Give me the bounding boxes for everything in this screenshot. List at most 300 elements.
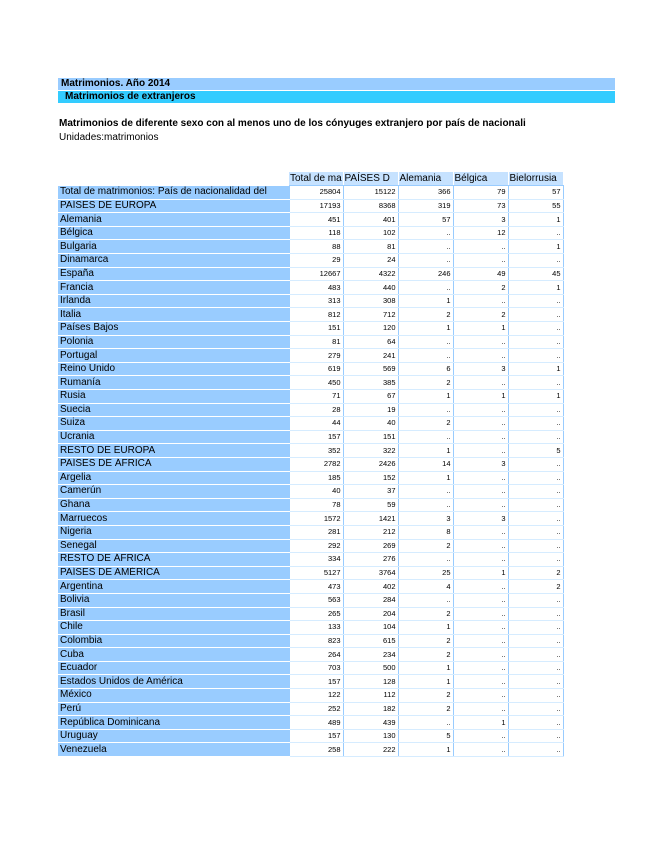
table-cell: 1 (508, 281, 563, 295)
table-cell: .. (508, 634, 563, 648)
table-cell: 40 (343, 417, 398, 431)
table-cell: 59 (343, 498, 398, 512)
table-cell: 78 (289, 498, 343, 512)
table-cell: .. (508, 607, 563, 621)
table-cell: 19 (343, 403, 398, 417)
table-description: Matrimonios de diferente sexo con al menos uno de los cónyuges extranjero por país de nacionali (59, 118, 526, 129)
table-cell: 88 (289, 240, 343, 254)
table-cell: 569 (343, 362, 398, 376)
table-cell: 823 (289, 634, 343, 648)
table-cell: 1 (398, 621, 453, 635)
table-cell: 352 (289, 444, 343, 458)
table-row (58, 281, 563, 295)
table-cell: 6 (398, 362, 453, 376)
table-cell: 563 (289, 593, 343, 607)
table-cell: 1 (398, 661, 453, 675)
table-cell: 3764 (343, 566, 398, 580)
table-cell: .. (508, 349, 563, 363)
row-label: Irlanda (58, 294, 289, 308)
table-cell: 313 (289, 294, 343, 308)
table-cell: 157 (289, 430, 343, 444)
table-cell: 40 (289, 485, 343, 499)
table-cell: .. (508, 417, 563, 431)
row-label: Italia (58, 308, 289, 322)
table-cell: 2 (398, 648, 453, 662)
table-cell: 712 (343, 308, 398, 322)
table-cell: .. (453, 485, 508, 499)
table-cell: 4322 (343, 267, 398, 281)
table-row (58, 621, 563, 635)
table-row (58, 335, 563, 349)
table-cell: 8 (398, 525, 453, 539)
table-cell: .. (453, 240, 508, 254)
table-cell: 385 (343, 376, 398, 390)
table-cell: .. (508, 485, 563, 499)
table-cell: 128 (343, 675, 398, 689)
row-label: Chile (58, 621, 289, 635)
table-row (58, 661, 563, 675)
row-label: Portugal (58, 349, 289, 363)
table-cell: 450 (289, 376, 343, 390)
table-cell: .. (453, 689, 508, 703)
table-cell: 3 (453, 213, 508, 227)
table-cell: .. (453, 743, 508, 757)
table-cell: 45 (508, 267, 563, 281)
table-cell: 152 (343, 471, 398, 485)
table-row (58, 308, 563, 322)
table-cell: 151 (343, 430, 398, 444)
row-label: RESTO DE EUROPA (58, 444, 289, 458)
table-cell: 1 (508, 213, 563, 227)
table-cell: .. (453, 471, 508, 485)
table-cell: 2 (453, 308, 508, 322)
table-cell: .. (453, 580, 508, 594)
row-label: Ghana (58, 498, 289, 512)
table-row (58, 226, 563, 240)
table-cell: 67 (343, 390, 398, 404)
table-cell: 276 (343, 553, 398, 567)
table-cell: 79 (453, 186, 508, 200)
table-row (58, 512, 563, 526)
table-cell: 319 (398, 199, 453, 213)
table-row (58, 702, 563, 716)
row-label: Senegal (58, 539, 289, 553)
table-cell: .. (398, 254, 453, 268)
table-row (58, 634, 563, 648)
table-cell: .. (453, 335, 508, 349)
table-cell: 81 (289, 335, 343, 349)
table-row (58, 607, 563, 621)
table-cell: .. (453, 444, 508, 458)
row-label: RESTO DE ÁFRICA (58, 553, 289, 567)
table-cell: 24 (343, 254, 398, 268)
table-cell: .. (453, 593, 508, 607)
table-cell: .. (453, 607, 508, 621)
row-label: PAÍSES DE EUROPA (58, 199, 289, 213)
table-cell: 3 (398, 512, 453, 526)
table-cell: 2 (398, 702, 453, 716)
table-cell: 15122 (343, 186, 398, 200)
table-cell: 112 (343, 689, 398, 703)
data-table-container (58, 172, 564, 757)
table-cell: 57 (508, 186, 563, 200)
table-cell: .. (508, 457, 563, 471)
table-cell: 57 (398, 213, 453, 227)
table-cell: .. (508, 729, 563, 743)
table-row (58, 553, 563, 567)
table-cell: .. (398, 240, 453, 254)
table-cell: .. (453, 294, 508, 308)
table-cell: 1 (508, 390, 563, 404)
table-cell: 234 (343, 648, 398, 662)
table-row (58, 349, 563, 363)
table-cell: .. (398, 485, 453, 499)
table-cell: .. (453, 661, 508, 675)
table-cell: 1 (453, 716, 508, 730)
row-label: Reino Unido (58, 362, 289, 376)
table-cell: 157 (289, 729, 343, 743)
table-cell: 615 (343, 634, 398, 648)
table-cell: .. (453, 254, 508, 268)
table-cell: 440 (343, 281, 398, 295)
row-label: Alemania (58, 213, 289, 227)
table-cell: 451 (289, 213, 343, 227)
table-cell: 2 (398, 689, 453, 703)
table-cell: 212 (343, 525, 398, 539)
table-cell: 130 (343, 729, 398, 743)
row-label: Perú (58, 702, 289, 716)
table-cell: 265 (289, 607, 343, 621)
table-cell: 44 (289, 417, 343, 431)
row-label: PAÍSES DE ÁFRICA (58, 457, 289, 471)
table-cell: 366 (398, 186, 453, 200)
table-cell: 1 (398, 390, 453, 404)
table-cell: 703 (289, 661, 343, 675)
table-cell: 401 (343, 213, 398, 227)
header-corner (58, 172, 289, 186)
row-label: México (58, 689, 289, 703)
table-cell: .. (398, 593, 453, 607)
table-cell: 120 (343, 322, 398, 336)
table-cell: .. (453, 525, 508, 539)
row-label: Nigeria (58, 525, 289, 539)
table-row (58, 498, 563, 512)
table-cell: .. (508, 335, 563, 349)
table-cell: .. (453, 376, 508, 390)
table-cell: 185 (289, 471, 343, 485)
column-header: Total de ma (289, 172, 343, 186)
table-cell: 2 (398, 376, 453, 390)
row-label: Ucrania (58, 430, 289, 444)
table-cell: 2 (398, 634, 453, 648)
table-row (58, 199, 563, 213)
table-cell: 1421 (343, 512, 398, 526)
table-cell: 3 (453, 362, 508, 376)
table-cell: 8368 (343, 199, 398, 213)
table-cell: .. (398, 281, 453, 295)
table-cell: 17193 (289, 199, 343, 213)
table-row (58, 430, 563, 444)
table-cell: 5 (508, 444, 563, 458)
table-cell: .. (508, 430, 563, 444)
data-table (58, 172, 564, 757)
table-cell: 252 (289, 702, 343, 716)
table-cell: 334 (289, 553, 343, 567)
table-cell: 2 (453, 281, 508, 295)
table-row (58, 648, 563, 662)
table-cell: 4 (398, 580, 453, 594)
table-cell: .. (508, 553, 563, 567)
table-cell: 102 (343, 226, 398, 240)
row-label: Marruecos (58, 512, 289, 526)
table-cell: 5127 (289, 566, 343, 580)
table-row (58, 213, 563, 227)
table-cell: .. (453, 621, 508, 635)
table-body (58, 186, 563, 757)
table-cell: .. (508, 498, 563, 512)
table-cell: 1 (398, 444, 453, 458)
table-cell: 12 (453, 226, 508, 240)
table-row (58, 322, 563, 336)
table-cell: 1 (453, 390, 508, 404)
table-cell: 2 (508, 566, 563, 580)
row-label: Dinamarca (58, 254, 289, 268)
table-row (58, 743, 563, 757)
table-cell: 5 (398, 729, 453, 743)
table-cell: 222 (343, 743, 398, 757)
table-cell: .. (508, 539, 563, 553)
table-cell: 81 (343, 240, 398, 254)
table-cell: .. (508, 675, 563, 689)
table-cell: .. (398, 226, 453, 240)
table-cell: .. (453, 553, 508, 567)
table-cell: .. (508, 471, 563, 485)
row-label: España (58, 267, 289, 281)
table-cell: 118 (289, 226, 343, 240)
table-cell: 204 (343, 607, 398, 621)
table-row (58, 580, 563, 594)
table-row (58, 376, 563, 390)
table-cell: 182 (343, 702, 398, 716)
table-cell: .. (508, 322, 563, 336)
table-cell: .. (508, 226, 563, 240)
table-cell: .. (508, 525, 563, 539)
row-label: Total de matrimonios: País de nacionalidad del (58, 186, 289, 200)
table-cell: 55 (508, 199, 563, 213)
table-cell: 1 (398, 471, 453, 485)
table-cell: .. (508, 621, 563, 635)
table-cell: 2782 (289, 457, 343, 471)
table-cell: 1 (398, 294, 453, 308)
table-cell: .. (453, 729, 508, 743)
table-cell: .. (508, 376, 563, 390)
table-row (58, 716, 563, 730)
row-label: Venezuela (58, 743, 289, 757)
table-cell: .. (453, 648, 508, 662)
row-label: República Dominicana (58, 716, 289, 730)
table-header-row (58, 172, 563, 186)
table-cell: 1 (453, 566, 508, 580)
table-row (58, 417, 563, 431)
table-cell: .. (453, 403, 508, 417)
table-cell: 258 (289, 743, 343, 757)
row-label: Rusia (58, 390, 289, 404)
table-cell: 279 (289, 349, 343, 363)
table-cell: .. (508, 512, 563, 526)
table-cell: 489 (289, 716, 343, 730)
table-cell: 2 (398, 607, 453, 621)
table-cell: 3 (453, 512, 508, 526)
table-cell: 1 (508, 362, 563, 376)
table-cell: 292 (289, 539, 343, 553)
section-title: Matrimonios de extranjeros (58, 91, 615, 103)
table-cell: 264 (289, 648, 343, 662)
table-row (58, 457, 563, 471)
table-cell: 1 (398, 675, 453, 689)
row-label: Argentina (58, 580, 289, 594)
row-label: Suecia (58, 403, 289, 417)
table-cell: 402 (343, 580, 398, 594)
table-cell: 1 (508, 240, 563, 254)
table-cell: 37 (343, 485, 398, 499)
table-row (58, 362, 563, 376)
table-cell: 322 (343, 444, 398, 458)
table-cell: .. (398, 553, 453, 567)
table-cell: .. (508, 593, 563, 607)
table-cell: 269 (343, 539, 398, 553)
table-cell: .. (398, 403, 453, 417)
table-cell: .. (398, 498, 453, 512)
table-cell: 1 (453, 322, 508, 336)
table-cell: .. (453, 498, 508, 512)
table-cell: .. (398, 349, 453, 363)
table-cell: 14 (398, 457, 453, 471)
table-cell: 2426 (343, 457, 398, 471)
table-cell: 241 (343, 349, 398, 363)
table-cell: 3 (453, 457, 508, 471)
table-row (58, 403, 563, 417)
table-cell: 12667 (289, 267, 343, 281)
table-row (58, 186, 563, 200)
table-cell: .. (508, 403, 563, 417)
table-cell: 2 (398, 308, 453, 322)
row-label: Polonia (58, 335, 289, 349)
table-cell: 104 (343, 621, 398, 635)
table-cell: 133 (289, 621, 343, 635)
table-cell: .. (453, 417, 508, 431)
table-cell: 473 (289, 580, 343, 594)
row-label: Bélgica (58, 226, 289, 240)
table-cell: 1572 (289, 512, 343, 526)
table-row (58, 593, 563, 607)
row-label: Bolivia (58, 593, 289, 607)
table-cell: 483 (289, 281, 343, 295)
row-label: Camerún (58, 485, 289, 499)
column-header: PAÍSES D (343, 172, 398, 186)
table-cell: .. (453, 634, 508, 648)
table-row (58, 390, 563, 404)
column-header: Bélgica (453, 172, 508, 186)
table-row (58, 267, 563, 281)
table-cell: 25804 (289, 186, 343, 200)
table-cell: .. (508, 743, 563, 757)
table-cell: .. (453, 675, 508, 689)
table-cell: 2 (508, 580, 563, 594)
table-row (58, 485, 563, 499)
table-row (58, 566, 563, 580)
table-cell: 439 (343, 716, 398, 730)
table-cell: .. (453, 539, 508, 553)
table-row (58, 471, 563, 485)
table-cell: 49 (453, 267, 508, 281)
table-cell: .. (453, 349, 508, 363)
table-cell: 308 (343, 294, 398, 308)
row-label: Uruguay (58, 729, 289, 743)
row-label: Rumanía (58, 376, 289, 390)
table-row (58, 254, 563, 268)
table-cell: .. (508, 716, 563, 730)
table-cell: 2 (398, 417, 453, 431)
table-cell: 2 (398, 539, 453, 553)
report-title: Matrimonios. Año 2014 (58, 78, 615, 90)
table-cell: 281 (289, 525, 343, 539)
row-label: Francia (58, 281, 289, 295)
table-cell: 619 (289, 362, 343, 376)
table-cell: 122 (289, 689, 343, 703)
table-cell: 284 (343, 593, 398, 607)
row-label: Países Bajos (58, 322, 289, 336)
table-cell: 25 (398, 566, 453, 580)
table-row (58, 525, 563, 539)
row-label: Suiza (58, 417, 289, 431)
table-row (58, 240, 563, 254)
table-cell: 64 (343, 335, 398, 349)
table-cell: .. (398, 335, 453, 349)
table-cell: .. (508, 702, 563, 716)
row-label: PAÍSES DE AMÉRICA (58, 566, 289, 580)
row-label: Brasil (58, 607, 289, 621)
column-header: Bielorrusia (508, 172, 563, 186)
table-cell: .. (508, 661, 563, 675)
table-cell: .. (453, 702, 508, 716)
table-cell: 71 (289, 390, 343, 404)
table-cell: 500 (343, 661, 398, 675)
table-cell: .. (508, 254, 563, 268)
table-cell: .. (453, 430, 508, 444)
row-label: Bulgaria (58, 240, 289, 254)
table-cell: 151 (289, 322, 343, 336)
table-row (58, 729, 563, 743)
row-label: Colombia (58, 634, 289, 648)
table-cell: 812 (289, 308, 343, 322)
table-cell: .. (398, 430, 453, 444)
column-header: Alemania (398, 172, 453, 186)
table-cell: .. (508, 294, 563, 308)
table-cell: .. (508, 689, 563, 703)
table-cell: .. (398, 716, 453, 730)
table-cell: 1 (398, 322, 453, 336)
table-cell: 73 (453, 199, 508, 213)
table-cell: 157 (289, 675, 343, 689)
row-label: Cuba (58, 648, 289, 662)
table-row (58, 444, 563, 458)
table-row (58, 294, 563, 308)
table-cell: .. (508, 308, 563, 322)
table-cell: .. (508, 648, 563, 662)
table-row (58, 675, 563, 689)
table-cell: 246 (398, 267, 453, 281)
units-label: Unidades:matrimonios (59, 132, 159, 143)
